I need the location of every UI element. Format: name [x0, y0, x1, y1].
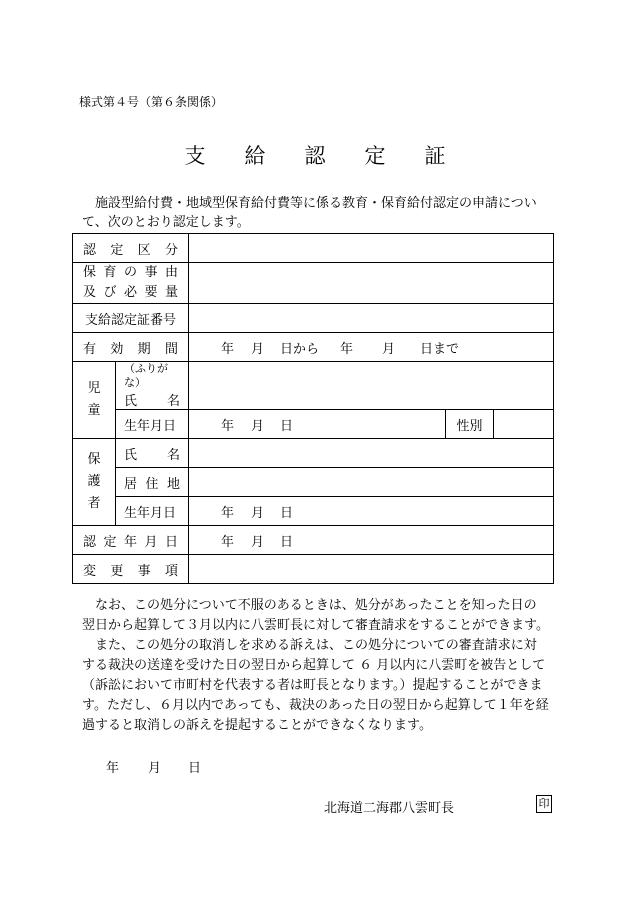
form-number: 様式第４号（第６条関係） — [79, 95, 224, 109]
title-char: 定 — [364, 144, 386, 168]
issue-year: 年 — [106, 761, 120, 776]
guardian-name-value[interactable] — [189, 439, 554, 468]
row-cert-date — [73, 526, 554, 555]
issuer-name: 北海道二海郡八雲町長 — [324, 801, 455, 816]
child-label: 児 童 — [73, 362, 116, 439]
cert-number-label: 支給認定証番号 — [73, 304, 189, 333]
row-changes — [73, 555, 554, 584]
guardian-label: 保 護 者 — [73, 439, 116, 526]
validity-value[interactable] — [189, 333, 554, 362]
guardian-name-label: 氏名 — [116, 439, 189, 468]
guardian-dob-label: 生年月日 — [116, 497, 189, 526]
document-title — [0, 140, 630, 170]
intro-paragraph — [82, 194, 554, 232]
child-dob-value[interactable]: 年 月 日 — [189, 410, 446, 439]
child-name-label: （ふりがな） 氏名 — [116, 362, 189, 410]
notice-line: なお、この処分について不服のあるときは、処分があったことを知った日の — [95, 598, 537, 613]
notice-line: また、この処分の取消しを求める訴えは、この処分についての審査請求に対 — [95, 638, 537, 653]
row-category — [73, 234, 554, 263]
certificate-table — [72, 233, 554, 584]
changes-label: 変更事項 — [73, 555, 189, 584]
row-validity — [73, 333, 554, 362]
title-char: 給 — [244, 144, 266, 168]
sex-value[interactable] — [494, 410, 554, 439]
notice-line: 翌日から起算して３月以内に八雲町長に対して審査請求をすることができます。 — [82, 618, 549, 633]
row-child-name — [73, 362, 554, 410]
reason-label — [73, 263, 189, 304]
intro-line: て、次のとおり認定します。 — [82, 215, 250, 230]
furigana-label: （ふりがな） — [124, 362, 168, 389]
row-child-dob — [73, 410, 554, 439]
row-guardian-dob — [73, 497, 554, 526]
seal-mark: 印 — [536, 795, 552, 813]
notice-line: （訴訟において市町村を代表する者は町長となります。）提起することができま — [82, 678, 543, 693]
guardian-dob-value[interactable]: 年 月 日 — [189, 497, 554, 526]
changes-value[interactable] — [189, 555, 554, 584]
issue-month: 月 — [148, 761, 162, 776]
guardian-address-label: 居住地 — [116, 468, 189, 497]
cert-number-value[interactable] — [189, 304, 554, 333]
child-dob-label: 生年月日 — [116, 410, 189, 439]
intro-line: 施設型給付費・地域型保育給付費等に係る教育・保育給付認定の申請につい — [95, 196, 537, 211]
reason-label-line: 及び必要量 — [83, 285, 179, 300]
category-value[interactable] — [189, 234, 554, 263]
issue-date — [106, 757, 201, 776]
validity-label: 有効期間 — [73, 333, 189, 362]
guardian-address-value[interactable] — [189, 468, 554, 497]
validity-year-to: 年 — [340, 341, 354, 357]
appeal-notice — [82, 596, 554, 736]
row-cert-number — [73, 304, 554, 333]
cert-date-value[interactable]: 年 月 日 — [189, 526, 554, 555]
cert-date-label: 認定年月日 — [73, 526, 189, 555]
title-char: 証 — [424, 144, 446, 168]
issue-day: 日 — [188, 761, 202, 776]
row-guardian-name — [73, 439, 554, 468]
category-label: 認定区分 — [73, 234, 189, 263]
notice-line: す。ただし、６月以内であっても、裁決のあった日の翌日から起算して１年を経 — [82, 698, 549, 713]
title-char: 支 — [184, 144, 206, 168]
validity-month-from: 月 — [251, 341, 265, 357]
reason-label-line: 保育の事由 — [83, 265, 179, 280]
title-char: 認 — [304, 144, 326, 168]
notice-line: する裁決の送達を受けた日の翌日から起算して ６ 月以内に八雲町を被告として — [82, 658, 546, 673]
sex-label: 性別 — [446, 410, 494, 439]
reason-value[interactable] — [189, 263, 554, 304]
row-guardian-address — [73, 468, 554, 497]
row-reason — [73, 263, 554, 304]
validity-day-from: 日から — [280, 341, 320, 357]
notice-line: 過すると取消しの訴えを提起することができなくなります。 — [82, 718, 432, 733]
child-name-value[interactable] — [189, 362, 554, 410]
validity-day-to: 日まで — [420, 341, 460, 357]
validity-year-from: 年 — [221, 341, 235, 357]
validity-month-to: 月 — [382, 341, 396, 357]
